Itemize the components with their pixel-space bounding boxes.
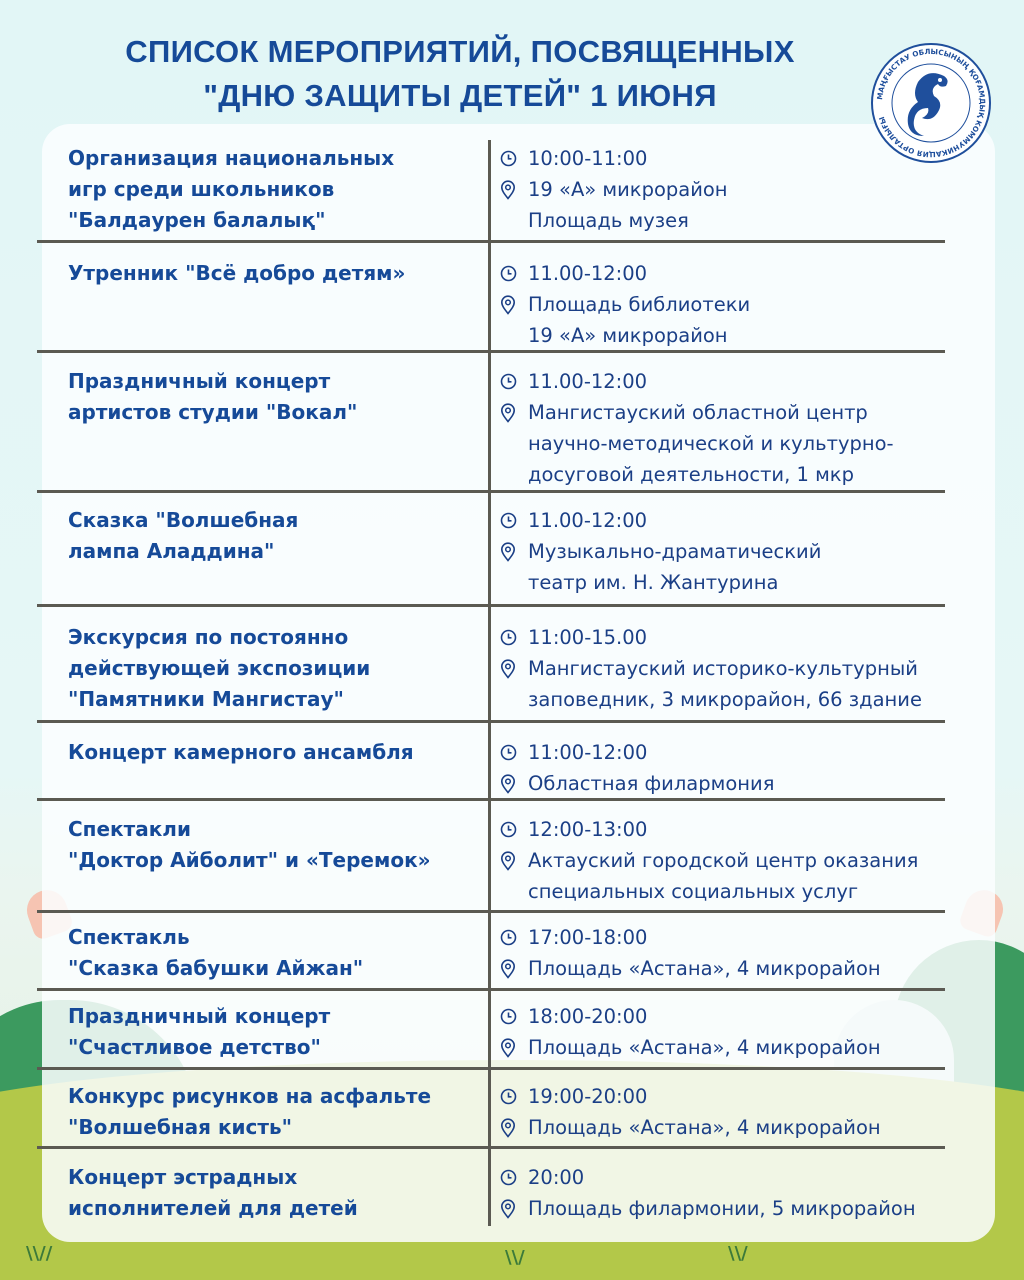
event-place-text: Актауский городской центр оказания специальных социальных услуг xyxy=(528,849,919,903)
event-details xyxy=(500,922,970,984)
event-time-text: 10:00-11:00 xyxy=(528,147,648,170)
event-name: Праздничный концерт артистов студии "Вокал" xyxy=(68,369,358,424)
event-place xyxy=(500,1032,970,1063)
event-details xyxy=(500,737,970,799)
clock-icon xyxy=(500,622,528,653)
event-time-text: 11:00-15.00 xyxy=(528,626,648,649)
page-title xyxy=(60,30,860,118)
event-place-text: Музыкально-драматический театр им. Н. Жантурина xyxy=(528,540,822,594)
grass-tuft-icon: \\// xyxy=(26,1243,53,1264)
event-time xyxy=(500,1001,970,1032)
event-name: Экскурсия по постоянно действующей экспозиции "Памятники Мангистау" xyxy=(68,625,371,711)
column-divider xyxy=(488,140,491,1226)
event-place xyxy=(500,1112,970,1143)
organization-logo xyxy=(866,42,996,164)
event-time xyxy=(500,622,970,653)
clock-icon xyxy=(500,505,528,536)
clock-icon xyxy=(500,258,528,289)
event-name: Спектакль "Сказка бабушки Айжан" xyxy=(68,925,364,980)
event-time-text: 11.00-12:00 xyxy=(528,509,648,532)
clock-icon xyxy=(500,143,528,174)
event-details xyxy=(500,1081,970,1143)
event-time xyxy=(500,1162,970,1193)
map-pin-icon xyxy=(500,174,528,205)
row-divider xyxy=(37,350,945,353)
event-place-text: Площадь «Астана», 4 микрорайон xyxy=(528,957,881,980)
event-time-text: 12:00-13:00 xyxy=(528,818,648,841)
event-time xyxy=(500,1081,970,1112)
map-pin-icon xyxy=(500,1112,528,1143)
event-place-text: Областная филармония xyxy=(528,772,775,795)
event-name: Конкурс рисунков на асфальте "Волшебная кисть" xyxy=(68,1084,432,1139)
event-place xyxy=(500,289,970,351)
map-pin-icon xyxy=(500,1032,528,1063)
event-name: Праздничный концерт "Счастливое детство" xyxy=(68,1004,331,1059)
map-pin-icon xyxy=(500,1193,528,1224)
map-pin-icon xyxy=(500,289,528,320)
event-place-text: Мангистауский областной центр научно-методической и культурно- досуговой деятельности, 1 мкр xyxy=(528,401,894,486)
event-time-text: 17:00-18:00 xyxy=(528,926,648,949)
grass-tuft-icon: \\/ xyxy=(728,1243,748,1264)
event-place-text: 19 «А» микрорайон Площадь музея xyxy=(528,178,728,232)
event-details xyxy=(500,814,970,907)
event-time xyxy=(500,505,970,536)
event-place xyxy=(500,536,970,598)
event-time-text: 20:00 xyxy=(528,1166,585,1189)
event-place xyxy=(500,1193,970,1224)
map-pin-icon xyxy=(500,397,528,428)
event-place xyxy=(500,768,970,799)
clock-icon xyxy=(500,922,528,953)
event-details xyxy=(500,366,970,490)
logo-ring-text-layer xyxy=(866,42,996,164)
event-place xyxy=(500,953,970,984)
title-line-2: "ДНЮ ЗАЩИТЫ ДЕТЕЙ" 1 ИЮНЯ xyxy=(203,78,717,113)
event-place-text: Площадь филармонии, 5 микрорайон xyxy=(528,1197,916,1220)
event-place xyxy=(500,653,970,715)
event-name: Спектакли "Доктор Айболит" и «Теремок» xyxy=(68,817,431,872)
map-pin-icon xyxy=(500,653,528,684)
event-name: Сказка "Волшебная лампа Аладдина" xyxy=(68,508,299,563)
event-time-text: 11.00-12:00 xyxy=(528,370,648,393)
grass-tuft-icon: \\/ xyxy=(505,1247,525,1268)
event-name: Организация национальных игр среди школьников "Балдаурен балалық" xyxy=(68,146,395,232)
event-place-text: Площадь библиотеки 19 «А» микрорайон xyxy=(528,293,751,347)
row-divider xyxy=(37,720,945,723)
event-time xyxy=(500,814,970,845)
row-divider xyxy=(37,1067,945,1070)
title-line-1: СПИСОК МЕРОПРИЯТИЙ, ПОСВЯЩЕННЫХ xyxy=(125,34,795,69)
logo-text: МАҢҒЫСТАУ ОБЛЫСЫНЫҢ ҚОҒАМДЫҚ КОММУНИКАЦИЯ ОРТАЛЫҒЫ xyxy=(875,46,988,160)
event-time xyxy=(500,258,970,289)
clock-icon xyxy=(500,366,528,397)
map-pin-icon xyxy=(500,953,528,984)
clock-icon xyxy=(500,1001,528,1032)
map-pin-icon xyxy=(500,536,528,567)
event-time-text: 11:00-12:00 xyxy=(528,741,648,764)
row-divider xyxy=(37,988,945,991)
event-place xyxy=(500,845,970,907)
event-details xyxy=(500,1162,970,1224)
map-pin-icon xyxy=(500,845,528,876)
clock-icon xyxy=(500,1162,528,1193)
event-time-text: 19:00-20:00 xyxy=(528,1085,648,1108)
row-divider xyxy=(37,490,945,493)
event-place-text: Площадь «Астана», 4 микрорайон xyxy=(528,1036,881,1059)
event-time xyxy=(500,366,970,397)
event-time xyxy=(500,737,970,768)
event-time xyxy=(500,922,970,953)
event-details xyxy=(500,258,970,351)
clock-icon xyxy=(500,737,528,768)
row-divider xyxy=(37,240,945,243)
event-name: Концерт камерного ансамбля xyxy=(68,740,414,764)
event-details xyxy=(500,505,970,598)
row-divider xyxy=(37,604,945,607)
event-details xyxy=(500,1001,970,1063)
event-time-text: 18:00-20:00 xyxy=(528,1005,648,1028)
event-name: Концерт эстрадных исполнителей для детей xyxy=(68,1165,358,1220)
event-place-text: Площадь «Астана», 4 микрорайон xyxy=(528,1116,881,1139)
row-divider xyxy=(37,798,945,801)
event-details xyxy=(500,622,970,715)
clock-icon xyxy=(500,1081,528,1112)
event-place-text: Мангистауский историко-культурный заповедник, 3 микрорайон, 66 здание xyxy=(528,657,922,711)
event-place xyxy=(500,397,970,490)
event-name: Утренник "Всё добро детям» xyxy=(68,261,406,285)
map-pin-icon xyxy=(500,768,528,799)
row-divider xyxy=(37,910,945,913)
event-place xyxy=(500,174,970,236)
event-time-text: 11.00-12:00 xyxy=(528,262,648,285)
row-divider xyxy=(37,1146,945,1149)
clock-icon xyxy=(500,814,528,845)
